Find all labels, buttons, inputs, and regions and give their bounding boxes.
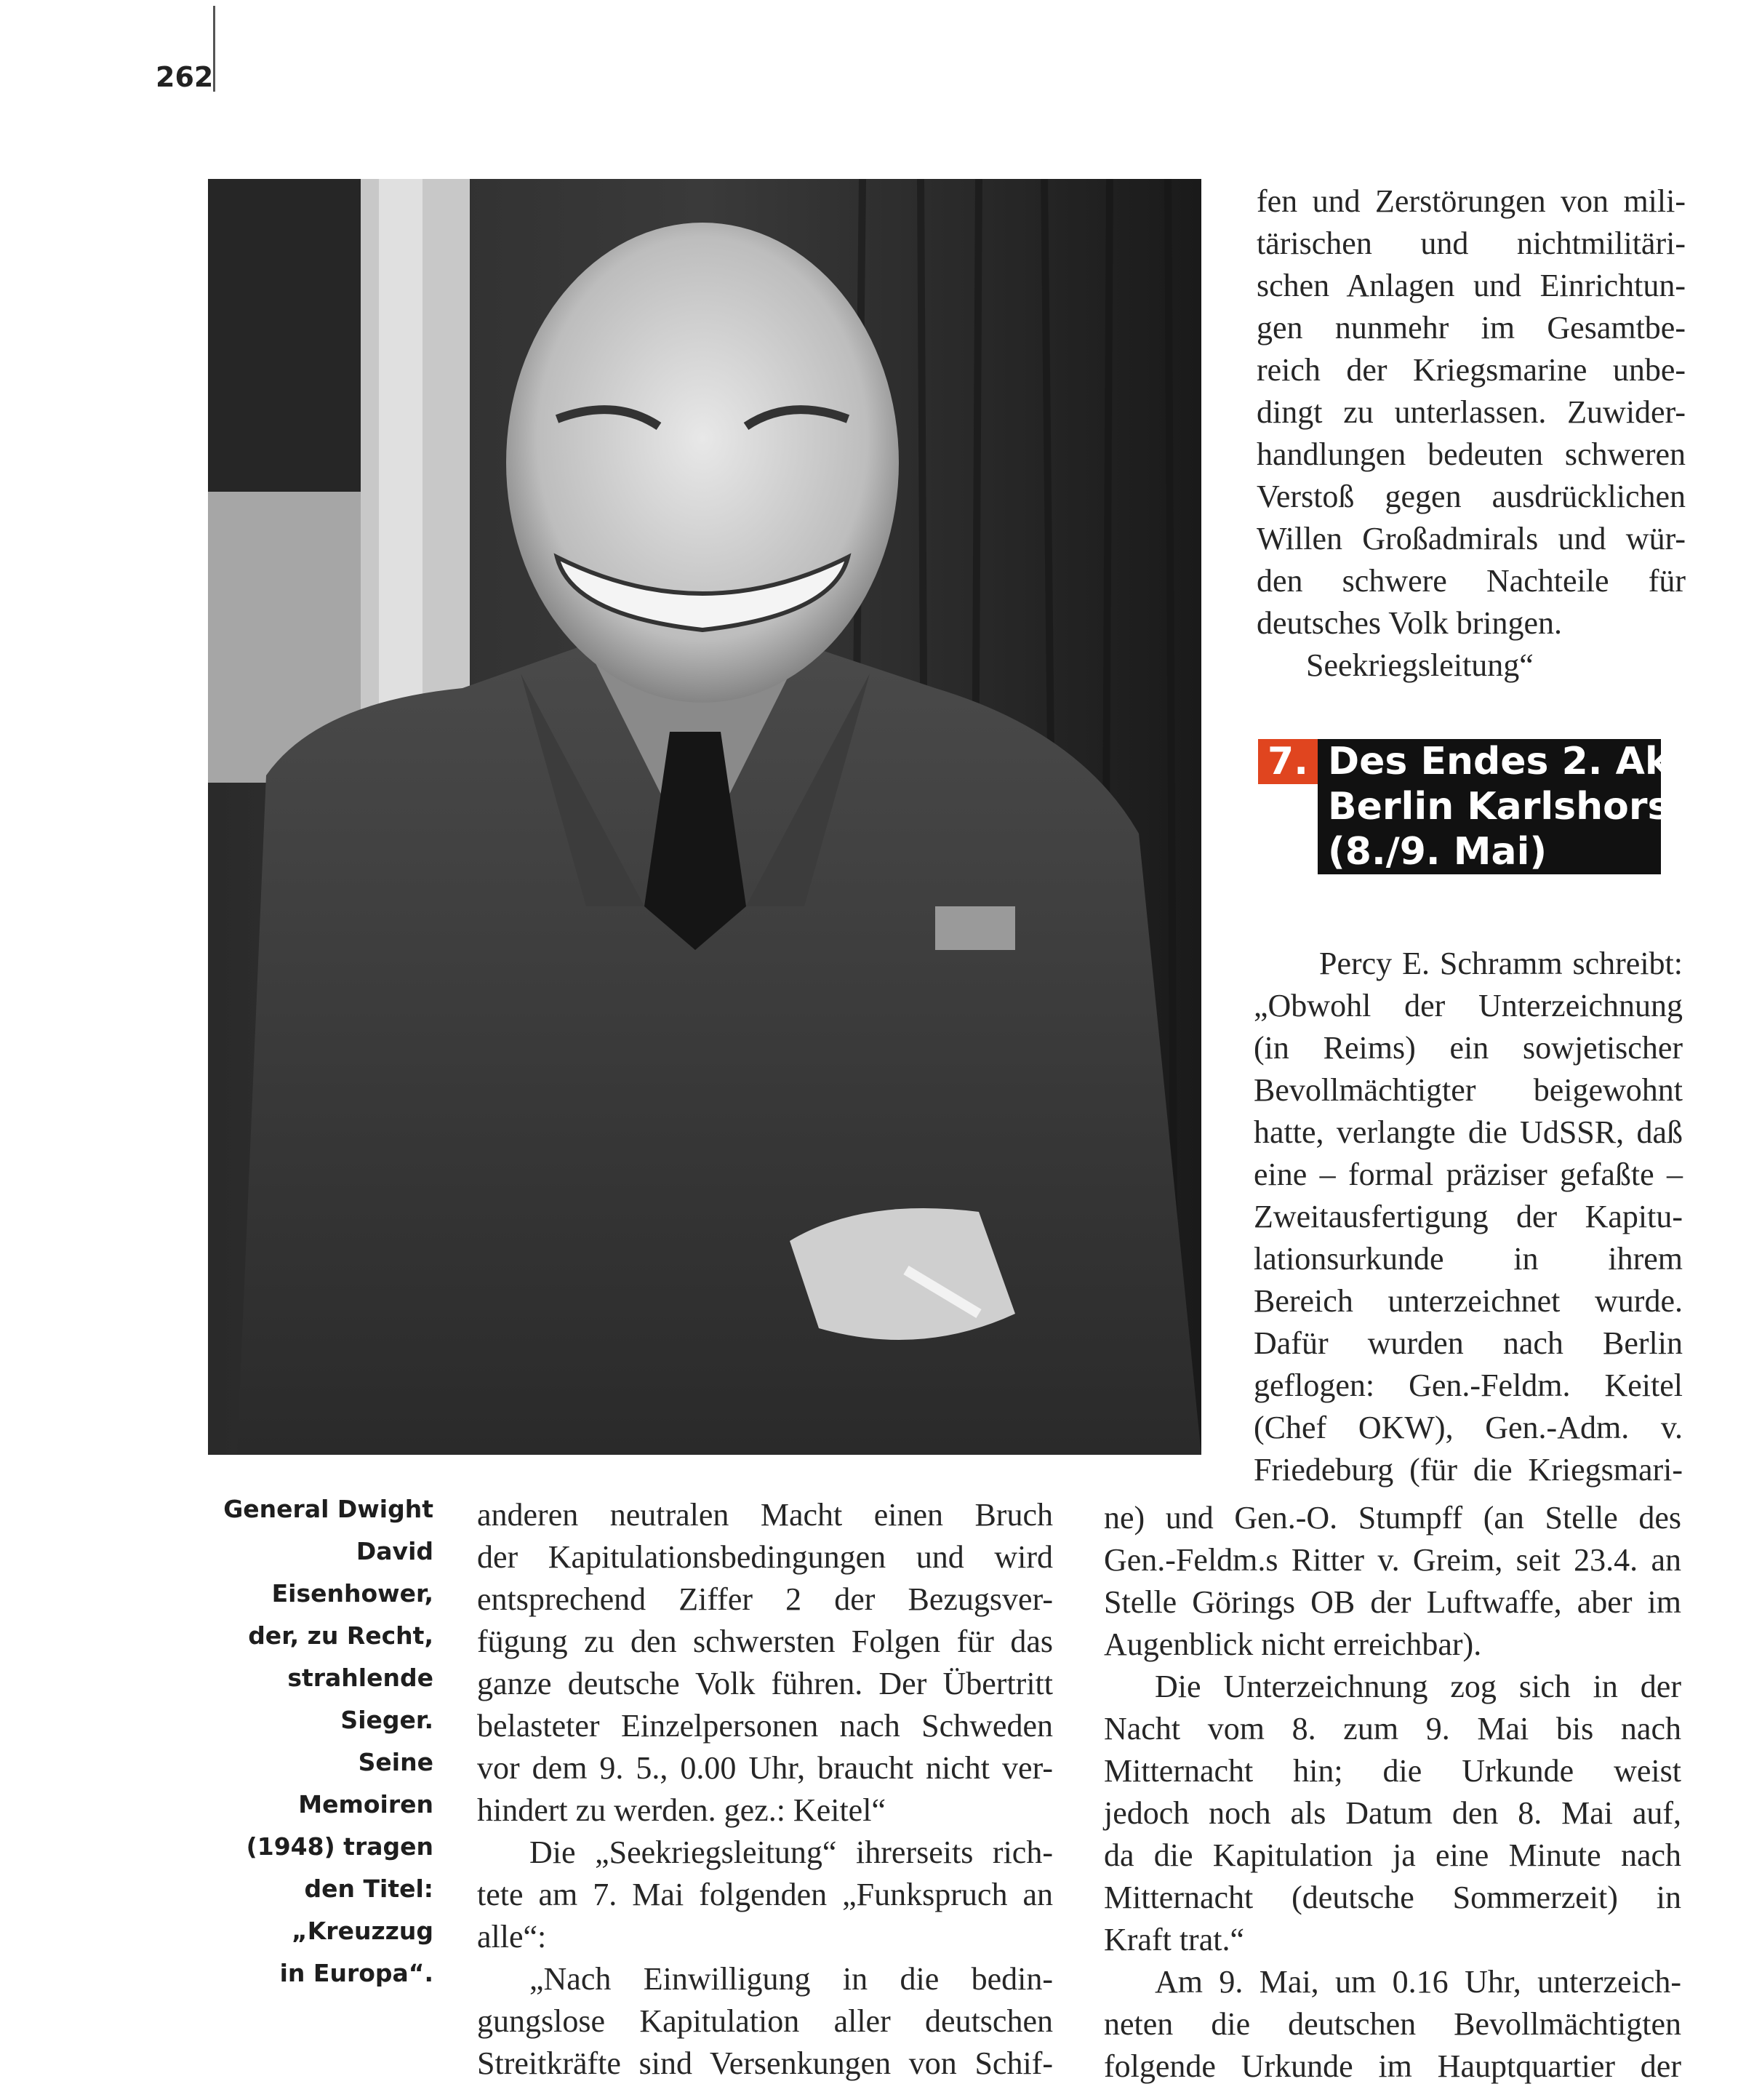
- caption-line: David Eisenhower,: [271, 1537, 433, 1608]
- text-line: fen und Zerstörungen von mili-: [1257, 183, 1686, 219]
- text-line: lationsurkunde in ihrem: [1254, 1241, 1683, 1277]
- caption-line: „Kreuzzug: [292, 1917, 433, 1945]
- text-line: Zweitausfertigung der Kapitu-: [1254, 1199, 1683, 1234]
- text-line: eine – formal präziser gefaßte –: [1254, 1157, 1683, 1192]
- signature: Seekriegsleitung“: [1306, 647, 1534, 683]
- portrait-photo: [208, 179, 1201, 1455]
- text-line: den schwere Nachteile für: [1257, 563, 1686, 599]
- text-line: ganze deutsche Volk führen. Der Übertritt: [477, 1666, 1053, 1701]
- text-line: vor dem 9. 5., 0.00 Uhr, braucht nicht ver-: [477, 1750, 1053, 1786]
- caption-line: Seine Memoiren: [298, 1748, 433, 1818]
- middle-column: [477, 1494, 1053, 2085]
- margin-rule: [213, 6, 215, 92]
- text-line: Kraft trat.“: [1104, 1922, 1244, 1957]
- text-line: Dafür wurden nach Berlin: [1254, 1325, 1683, 1361]
- text-line: „Obwohl der Unterzeichnung: [1254, 988, 1683, 1023]
- heading-line: Des Endes 2. Akt:: [1318, 739, 1661, 784]
- text-line: (in Reims) ein sowjetischer: [1254, 1030, 1683, 1066]
- caption-line: (1948) tragen: [246, 1832, 433, 1861]
- page-number: 262: [156, 61, 214, 93]
- text-line: Bereich unterzeichnet wurde.: [1254, 1283, 1683, 1319]
- text-line: Nacht vom 8. zum 9. Mai bis nach: [1104, 1711, 1681, 1746]
- text-line: neten die deutschen Bevollmächtigten: [1104, 2006, 1681, 2042]
- right-column-wide: [1104, 1497, 1681, 2088]
- text-line: Streitkräfte sind Versenkungen von Schif-: [477, 2045, 1053, 2081]
- text-line: Augenblick nicht erreichbar).: [1104, 1626, 1482, 1662]
- caption-line: den Titel:: [304, 1875, 433, 1903]
- text-line: Mitternacht (deutsche Sommerzeit) in: [1104, 1880, 1681, 1915]
- text-line: handlungen bedeuten schweren: [1257, 436, 1686, 472]
- text-line: anderen neutralen Macht einen Bruch: [477, 1497, 1053, 1533]
- right-column-narrow: [1254, 943, 1683, 1491]
- text-line: reich der Kriegsmarine unbe-: [1257, 352, 1686, 388]
- section-number: 7.: [1258, 739, 1318, 784]
- text-line: tete am 7. Mai folgenden „Funkspruch an: [477, 1877, 1053, 1912]
- text-line: Verstoß gegen ausdrücklichen: [1257, 479, 1686, 514]
- text-line: Am 9. Mai, um 0.16 Uhr, unterzeich-: [1155, 1964, 1681, 2000]
- text-line: tärischen und nichtmilitäri-: [1257, 225, 1686, 261]
- text-line: gungslose Kapitulation aller deutschen: [477, 2003, 1053, 2039]
- text-line: alle“:: [477, 1919, 547, 1955]
- text-line: hatte, verlangte die UdSSR, daß: [1254, 1114, 1683, 1150]
- text-line: Gen.-Feldm.s Ritter v. Greim, seit 23.4. an: [1104, 1542, 1681, 1578]
- caption-line: in Europa“.: [279, 1959, 433, 1987]
- text-line: da die Kapitulation ja eine Minute nach: [1104, 1837, 1681, 1873]
- caption-line: General Dwight: [223, 1495, 433, 1523]
- text-line: schen Anlagen und Einrichtun-: [1257, 268, 1686, 303]
- text-line: der Kapitulationsbedingungen und wird: [477, 1539, 1053, 1575]
- text-line: gen nunmehr im Gesamtbe-: [1257, 310, 1686, 346]
- portrait-photo-icon: [208, 179, 1201, 1455]
- text-line: jedoch noch als Datum den 8. Mai auf,: [1104, 1795, 1681, 1831]
- text-line: Stelle Görings OB der Luftwaffe, aber im: [1104, 1584, 1681, 1620]
- text-line: entsprechend Ziffer 2 der Bezugsver-: [477, 1581, 1053, 1617]
- text-line: fügung zu den schwersten Folgen für das: [477, 1624, 1053, 1659]
- text-line: Bevollmächtigter beigewohnt: [1254, 1072, 1683, 1108]
- heading-line: (8./9. Mai): [1318, 829, 1661, 874]
- text-line: deutsches Volk bringen.: [1257, 605, 1562, 641]
- text-line: dingt zu unterlassen. Zuwider-: [1257, 394, 1686, 430]
- text-line: Willen Großadmirals und wür-: [1257, 521, 1686, 556]
- top-right-text: [1257, 180, 1686, 687]
- text-line: Friedeburg (für die Kriegsmari-: [1254, 1452, 1683, 1488]
- text-line: (Chef OKW), Gen.-Adm. v.: [1254, 1410, 1683, 1445]
- text-line: Percy E. Schramm schreibt:: [1319, 946, 1683, 981]
- text-line: belasteter Einzelpersonen nach Schweden: [477, 1708, 1053, 1744]
- caption-line: der, zu Recht,: [248, 1621, 433, 1650]
- photo-caption: [215, 1488, 433, 1995]
- text-line: Die „Seekriegsleitung“ ihrerseits rich-: [529, 1834, 1053, 1870]
- text-line: Mitternacht hin; die Urkunde weist: [1104, 1753, 1681, 1789]
- text-line: „Nach Einwilligung in die bedin-: [529, 1961, 1053, 1997]
- heading-line: Berlin Karlshorst: [1318, 784, 1661, 829]
- text-line: ne) und Gen.-O. Stumpff (an Stelle des: [1104, 1500, 1681, 1536]
- text-line: geflogen: Gen.-Feldm. Keitel: [1254, 1368, 1683, 1403]
- caption-line: strahlende Sieger.: [287, 1664, 433, 1734]
- text-line: folgende Urkunde im Hauptquartier der: [1104, 2048, 1681, 2084]
- text-line: hindert zu werden. gez.: Keitel“: [477, 1792, 886, 1828]
- text-line: Die Unterzeichnung zog sich in der: [1155, 1669, 1681, 1704]
